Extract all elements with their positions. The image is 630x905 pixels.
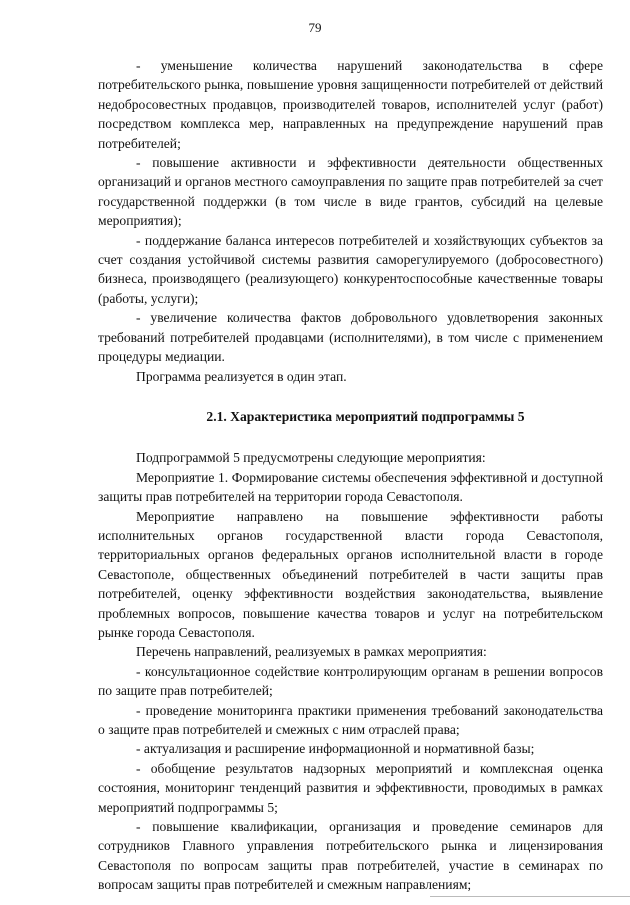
- paragraph: - консультационное содействие контролирующим органам в решении вопросов по защите прав потребителей;: [98, 663, 603, 699]
- paragraph: Подпрограммой 5 предусмотрены следующие мероприятия:: [136, 450, 486, 466]
- paragraph: Перечень направлений, реализуемых в рамках мероприятия:: [136, 644, 487, 660]
- paragraph: - повышение квалификации, организация и проведение семинаров для сотрудников Главного управления потребительского рынка и лицензирования Севастополя по вопросам защиты прав потребителей, участие в семинарах по вопросам защиты прав потребителей и смежным направлениям;: [98, 819, 603, 893]
- paragraph: Программа реализуется в один этап.: [136, 368, 347, 384]
- paragraph: - поддержание баланса интересов потребителей и хозяйствующих субъектов за счет создания устойчивой системы развития саморегулируемого (добросовестного) бизнеса, производящего (реализующего) конкурентоспособные качественные товары (работы, услуги);: [98, 232, 603, 306]
- paragraph: - увеличение количества фактов добровольного удовлетворения законных требований потребителей продавцами (исполнителями), в том числе с применением процедуры медиации.: [98, 310, 603, 365]
- paragraph: - актуализация и расширение информационной и нормативной базы;: [136, 741, 535, 757]
- page-body: [98, 56, 603, 895]
- paragraph: - уменьшение количества нарушений законодательства в сфере потребительского рынка, повышение уровня защищенности потребителей от действий недобросовестных продавцов, производителей товаров, исполнителей услуг (работ) посредством комплекса мер, направленных на предупреждение нарушений прав потребителей;: [98, 58, 603, 151]
- scan-edge-line: [430, 896, 630, 897]
- page-number: 79: [308, 20, 322, 35]
- paragraph: - проведение мониторинга практики применения требований законодательства о защите прав потребителей и смежных с ним отраслей права;: [98, 702, 603, 737]
- paragraph: Мероприятие направлено на повышение эффективности работы исполнительных органов государственной власти города Севастополя, территориальных органов федеральных органов исполнительной власти в городе Севастополе, общественных объединений потребителей в части защиты прав потребителей, оценку эффективности воздействия законодательства, выявление проблемных вопросов, повышение качества товаров и услуг на потребительском рынке города Севастополя.: [98, 508, 603, 640]
- paragraph: - повышение активности и эффективности деятельности общественных организаций и органов местного самоуправления по защите прав потребителей за счет государственной поддержки (в том числе в виде грантов, субсидий на целевые мероприятия);: [98, 155, 603, 229]
- paragraph: - обобщение результатов надзорных мероприятий и комплексная оценка состояния, мониторинг тенденций развития и эффективности, проводимых в рамках мероприятий подпрограммы 5;: [98, 760, 603, 815]
- paragraph: Мероприятие 1. Формирование системы обеспечения эффективной и доступной защиты прав потребителей на территории города Севастополя.: [98, 469, 603, 505]
- section-heading: 2.1. Характеристика мероприятий подпрограммы 5: [206, 408, 525, 424]
